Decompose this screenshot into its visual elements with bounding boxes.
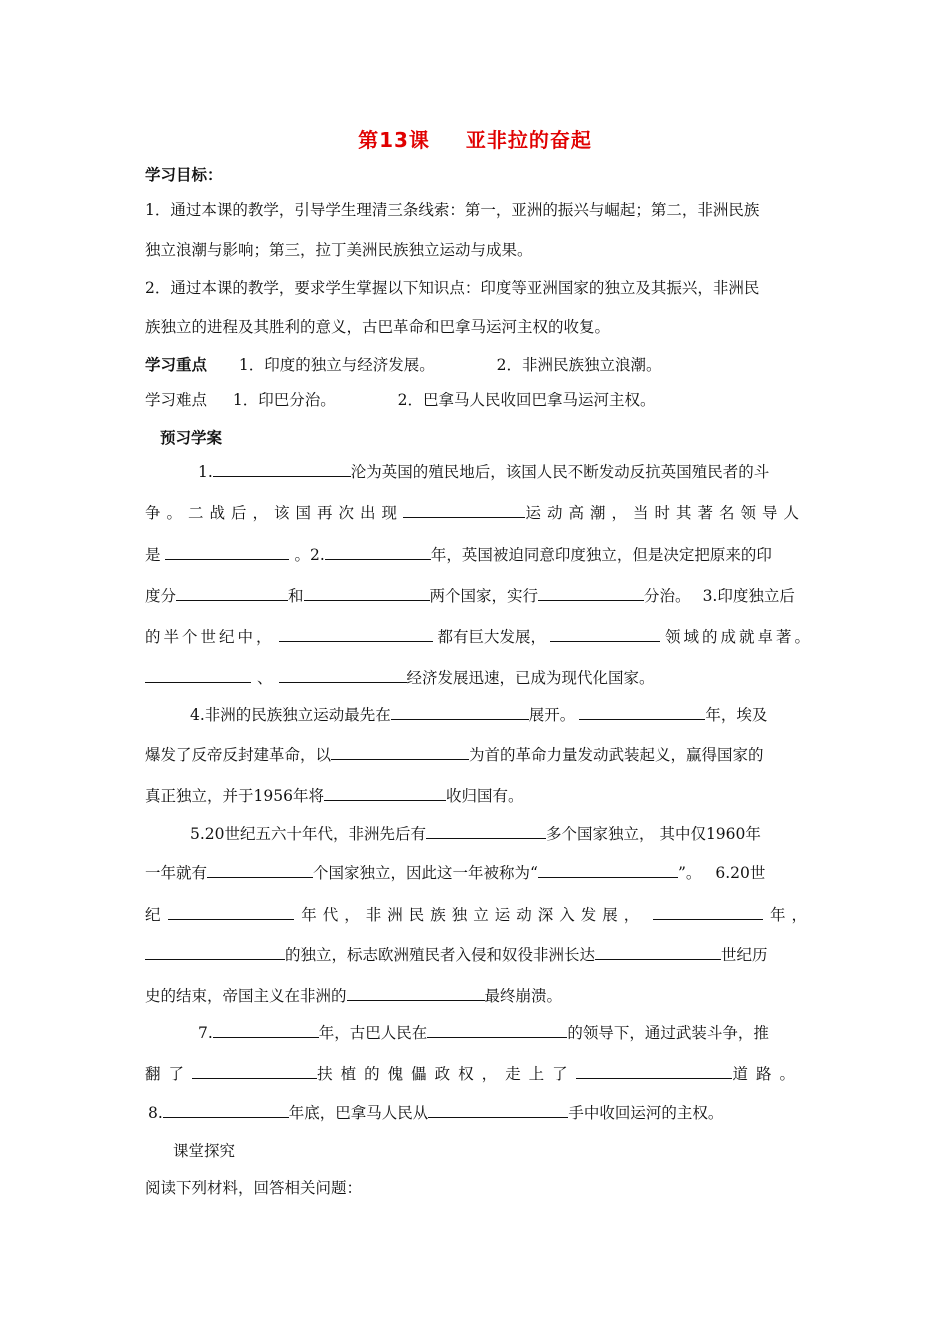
q6-text: 纪 xyxy=(145,906,161,924)
blank-field[interactable] xyxy=(579,705,705,720)
key-points-row xyxy=(145,355,662,375)
blank-field[interactable] xyxy=(595,945,721,960)
q7-number: 7. xyxy=(198,1024,213,1042)
lesson-topic: 亚非拉的奋起 xyxy=(465,128,592,152)
difficulties-row xyxy=(145,390,656,410)
preview-q6-line-1 xyxy=(145,905,813,925)
preview-q8-line xyxy=(148,1103,723,1123)
blank-field[interactable] xyxy=(325,545,431,560)
blank-field[interactable] xyxy=(213,1023,319,1038)
inquiry-heading: 课堂探究 xyxy=(173,1142,236,1160)
q4-text: 4.非洲的民族独立运动最先在 xyxy=(190,706,391,724)
blank-field[interactable] xyxy=(176,586,288,601)
q6-text: 史的结束，帝国主义在非洲的 xyxy=(145,987,347,1005)
lesson-title xyxy=(0,124,950,153)
objective-2-line-1: 2．通过本课的教学，要求学生掌握以下知识点：印度等亚洲国家的独立及其振兴，非洲民 xyxy=(145,279,760,297)
blank-field[interactable] xyxy=(279,627,433,642)
q6-text: 的独立，标志欧洲殖民者入侵和奴役非洲长达 xyxy=(285,946,596,964)
q3-text: 、 xyxy=(257,669,273,687)
difficulties-label: 学习难点 xyxy=(145,391,208,409)
q7-text: 翻了 xyxy=(145,1065,193,1083)
blank-field[interactable] xyxy=(391,705,529,720)
q7-text: 扶植的傀儡政权，走上了 xyxy=(317,1065,576,1083)
q8-number: 8. xyxy=(148,1104,163,1122)
difficulty-2: 2．巴拿马人民收回巴拿马运河主权。 xyxy=(397,391,656,409)
preview-q4-line-2 xyxy=(145,745,764,765)
q7-text: 年，古巴人民在 xyxy=(318,1024,428,1042)
q4-text: 收归国有。 xyxy=(445,787,524,805)
key-points-label: 学习重点 xyxy=(145,356,208,374)
q6-text: 世纪历 xyxy=(721,946,768,964)
q1-text: 是 xyxy=(145,546,161,564)
blank-field[interactable] xyxy=(213,462,351,477)
q3-text: 都有巨大发展， xyxy=(437,628,546,646)
preview-q7-line-2 xyxy=(145,1064,803,1084)
preview-q6-line-3 xyxy=(145,986,562,1006)
blank-field[interactable] xyxy=(538,863,678,878)
q5-text: 一年就有 xyxy=(145,864,208,882)
q3-text: 的半个世纪中， xyxy=(145,628,275,646)
q5-text: 多个国家独立， 其中仅1960年 xyxy=(546,825,761,843)
blank-field[interactable] xyxy=(324,786,446,801)
objective-2-line-2: 族独立的进程及其胜利的意义，古巴革命和巴拿马运河主权的收复。 xyxy=(145,318,611,336)
blank-field[interactable] xyxy=(163,1103,289,1118)
q6-text: 年， xyxy=(769,906,813,924)
preview-q2-line-1 xyxy=(145,545,772,565)
blank-field[interactable] xyxy=(304,586,430,601)
q8-text: 年底，巴拿马人民从 xyxy=(288,1104,429,1122)
preview-q5-line-2 xyxy=(145,863,765,883)
q4-text: 年，埃及 xyxy=(705,706,768,724)
blank-field[interactable] xyxy=(165,545,289,560)
objectives-heading: 学习目标： xyxy=(145,166,223,184)
q3-number: 3.印度独立后 xyxy=(702,587,795,605)
preview-q2-line-2 xyxy=(145,586,795,606)
q2-number: 。2. xyxy=(294,546,325,564)
q6-text: 年代，非洲民族独立运动深入发展， xyxy=(301,906,646,924)
q1-number: 1. xyxy=(198,463,213,481)
preview-q3-line-1 xyxy=(145,627,813,647)
preview-q7-line-1 xyxy=(198,1023,769,1043)
blank-field[interactable] xyxy=(426,824,546,839)
q3-text: 领域的成就卓著。 xyxy=(664,628,813,646)
blank-field[interactable] xyxy=(145,668,251,683)
q2-text: 分治。 xyxy=(644,587,691,605)
q5-text: ”。 xyxy=(677,864,702,882)
q5-text: 5.20世纪五六十年代，非洲先后有 xyxy=(190,825,427,843)
objective-1-line-1: 1．通过本课的教学，引导学生理清三条线索：第一，亚洲的振兴与崛起；第二，非洲民族 xyxy=(145,201,760,219)
preview-heading: 预习学案 xyxy=(160,429,223,447)
preview-q5-line-1 xyxy=(190,824,761,844)
q1-text: 沦为英国的殖民地后，该国人民不断发动反抗英国殖民者的斗 xyxy=(350,463,770,481)
q4-text: 真正独立，并于1956年将 xyxy=(145,787,324,805)
q4-text: 展开。 xyxy=(528,706,576,724)
q2-text: 年，英国被迫同意印度独立，但是决定把原来的印 xyxy=(430,546,772,564)
blank-field[interactable] xyxy=(427,1023,567,1038)
q5-text: 个国家独立，因此这一年被称为“ xyxy=(313,864,538,882)
objective-1-line-2: 独立浪潮与影响；第三，拉丁美洲民族独立运动与成果。 xyxy=(145,241,533,259)
q1-text: 运动高潮，当时其著名领导人 xyxy=(525,504,805,522)
preview-q1-line-2 xyxy=(145,503,805,523)
q4-text: 为首的革命力量发动武装起义，赢得国家的 xyxy=(469,746,764,764)
blank-field[interactable] xyxy=(428,1103,568,1118)
q4-text: 爆发了反帝反封建革命，以 xyxy=(145,746,332,764)
blank-field[interactable] xyxy=(550,627,660,642)
preview-q4-line-3 xyxy=(145,786,523,806)
difficulty-1: 1．印巴分治。 xyxy=(232,391,336,409)
q2-text: 和 xyxy=(288,587,304,605)
inquiry-instruction: 阅读下列材料，回答相关问题： xyxy=(145,1179,363,1197)
q8-text: 手中收回运河的主权。 xyxy=(568,1104,724,1122)
blank-field[interactable] xyxy=(576,1064,733,1079)
key-point-2: 2．非洲民族独立浪潮。 xyxy=(496,356,662,374)
q3-text: 经济发展迅速，已成为现代化国家。 xyxy=(406,669,655,687)
q6-number: 6.20世 xyxy=(715,864,766,882)
q2-text: 度分 xyxy=(145,587,177,605)
preview-q6-line-2 xyxy=(145,945,768,965)
blank-field[interactable] xyxy=(145,945,285,960)
q7-text: 的领导下，通过武装斗争，推 xyxy=(567,1024,769,1042)
blank-field[interactable] xyxy=(347,986,485,1001)
blank-field[interactable] xyxy=(279,668,407,683)
q7-text: 道路。 xyxy=(732,1065,803,1083)
preview-q3-line-2 xyxy=(145,668,655,688)
blank-field[interactable] xyxy=(331,745,469,760)
preview-q4-line-1 xyxy=(190,705,767,725)
lesson-number: 第13课 xyxy=(358,128,430,152)
blank-field[interactable] xyxy=(207,863,313,878)
blank-field[interactable] xyxy=(192,1064,317,1079)
preview-q1-line-1 xyxy=(198,462,769,482)
blank-field[interactable] xyxy=(538,586,644,601)
q6-text: 最终崩溃。 xyxy=(484,987,563,1005)
blank-field[interactable] xyxy=(653,905,763,920)
key-point-1: 1．印度的独立与经济发展。 xyxy=(238,356,435,374)
blank-field[interactable] xyxy=(403,503,525,518)
q2-text: 两个国家，实行 xyxy=(429,587,539,605)
blank-field[interactable] xyxy=(168,905,294,920)
q1-text: 争。二战后，该国再次出现 xyxy=(145,504,404,522)
